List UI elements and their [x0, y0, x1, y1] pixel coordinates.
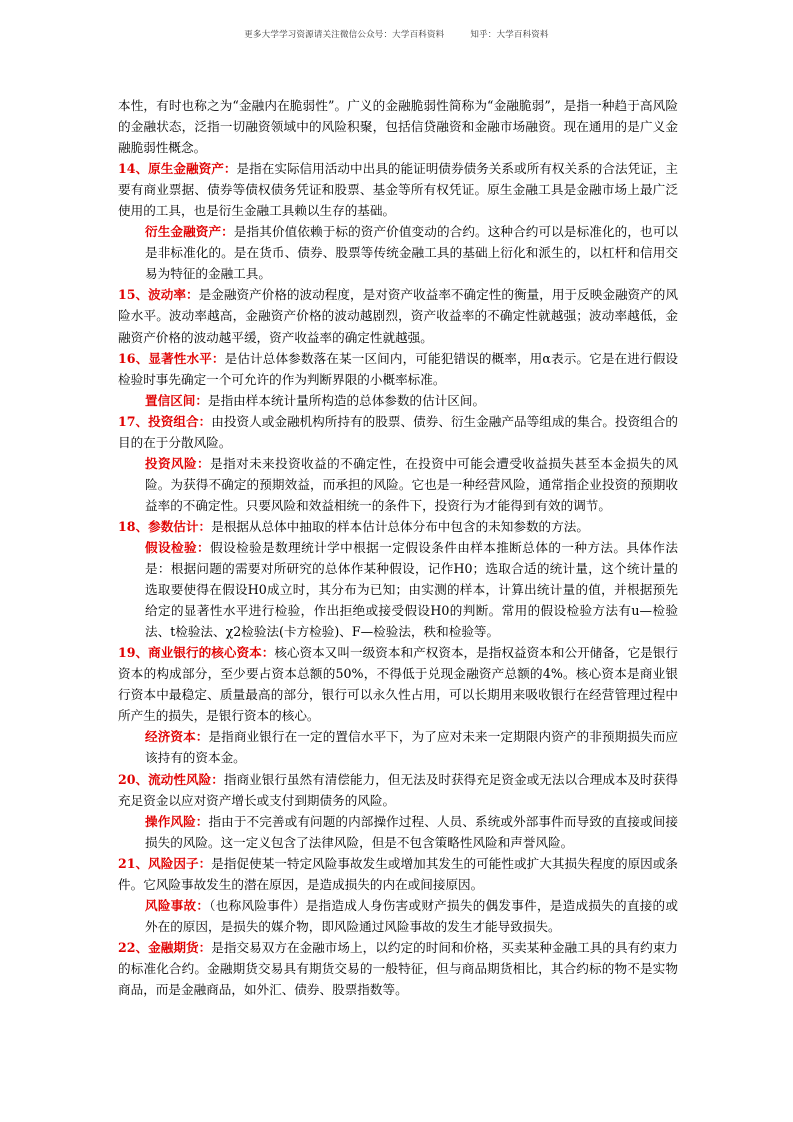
paragraph-continuation — [118, 95, 678, 158]
term-label: 假设检验： — [145, 539, 211, 555]
definition-text: 是指促使某一特定风险事故发生或增加其发生的可能性或扩大其损失程度的原因或条件。它风险事故发生的潜在原因，是造成损失的内在或间接原因。 — [118, 855, 679, 892]
definition-text: 核心资本又叫一级资本和产权资本，是指权益资本和公开储备，它是银行资本的构成部分，至少要占资本总额的50%，不得低于兑现金融资产总额的4%。核心资本是商业银行资本中最稳定、质量最高的部分，银行可以永久性占用，可以长期用来吸收银行在经营管理过程中所产生的损失，是银行资本的核心。 — [118, 645, 679, 724]
term-label: 22、金融期货： — [118, 939, 212, 955]
definition-derivative-financial-asset — [118, 221, 678, 284]
definition-risk-factor — [118, 853, 678, 895]
paragraph-text: 本性，有时也称之为“金融内在脆弱性”。广义的金融脆弱性简称为“金融脆弱”，是指一种趋于高风险的金融状态，泛指一切融资领域中的风险积聚，包括信贷融资和金融市场融资。现在通用的是广义金融脆弱性概念。 — [118, 98, 678, 156]
definition-text: 是指交易双方在金融市场上，以约定的时间和价格，买卖某种金融工具的具有约束力的标准化合约。金融期货交易具有期货交易的一般特征，但与商品期货相比，其合约标的物不是实物商品，而是金融商品，如外汇、债券、股票指数等。 — [118, 939, 679, 997]
term-label: 21、风险因子： — [118, 855, 212, 871]
definition-text: 是估计总体参数落在某一区间内，可能犯错误的概率，用α表示。它是在进行假设检验时事先确定一个可允许的作为判断界限的小概率标准。 — [118, 350, 678, 387]
definition-text: 指由于不完善或有问题的内部操作过程、人员、系统或外部事件而导致的直接或间接损失的风险。这一定义包含了法律风险，但是不包含策略性风险和声誉风险。 — [145, 813, 679, 850]
definition-text: 假设检验是数理统计学中根据一定假设条件由样本推断总体的一种方法。具体作法是：根据问题的需要对所研究的总体作某种假设，记作H0；选取合适的统计量，这个统计量的选取要使得在假设H0成立时，其分布为已知；由实测的样本，计算出统计量的值，并根据预先给定的显著性水平进行检验，作出拒绝或接受假设H0的判断。常用的假设检验方法有u—检验法、t检验法、χ2检验法(卡方检验)、F—检验法，秩和检验等。 — [145, 539, 679, 640]
term-label: 16、显著性水平： — [118, 350, 225, 366]
definition-parameter-estimation — [118, 516, 678, 537]
definition-original-financial-asset — [118, 158, 678, 221]
definition-significance-level — [118, 348, 678, 390]
definition-core-capital — [118, 642, 678, 726]
definition-text: 是指由样本统计量所构造的总体参数的估计区间。 — [207, 392, 486, 408]
definition-text: 是指其价值依赖于标的资产价值变动的合约。这种合约可以是标准化的，也可以是非标准化的。是在货币、债券、股票等传统金融工具的基础上衍化和派生的，以杠杆和信用交易为特征的金融工具。 — [145, 224, 679, 282]
term-label: 风险事故： — [145, 897, 210, 913]
term-label: 置信区间： — [145, 392, 208, 408]
definition-hypothesis-testing — [118, 537, 678, 642]
definition-text: 指商业银行虽然有清偿能力，但无法及时获得充足资金或无法以合理成本及时获得充足资金以应对资产增长或支付到期债务的风险。 — [118, 771, 678, 808]
definition-confidence-interval — [118, 390, 678, 411]
header-left-text: 更多大学学习资源请关注微信公众号：大学百科资料 — [244, 30, 445, 40]
definition-text: 是金融资产价格的波动程度，是对资产收益率不确定性的衡量，用于反映金融资产的风险水平。波动率越高，金融资产价格的波动越剧烈，资产收益率的不确定性就越强；波动率越低，金融资产价格的波动越平缓，资产收益率的确定性就越强。 — [118, 287, 678, 345]
term-label: 15、波动率： — [118, 287, 199, 303]
term-label: 投资风险： — [145, 455, 211, 471]
definition-portfolio — [118, 411, 678, 453]
definition-text: （也称风险事件）是指造成人身伤害或财产损失的偶发事件，是造成损失的直接的或外在的原因，是损失的媒介物，即风险通过风险事故的发生才能导致损失。 — [145, 897, 678, 934]
definition-text: 是指对未来投资收益的不确定性，在投资中可能会遭受收益损失甚至本金损失的风险。为获得不确定的预期效益，而承担的风险。它也是一种经营风险，通常指企业投资的预期收益率的不确定性。只要风险和效益相统一的条件下，投资行为才能得到有效的调节。 — [145, 455, 679, 513]
definition-financial-futures — [118, 937, 678, 1000]
definition-investment-risk — [118, 453, 678, 516]
term-label: 衍生金融资产： — [145, 224, 234, 240]
term-label: 经济资本： — [145, 729, 209, 745]
term-label: 18、参数估计： — [118, 518, 212, 534]
definition-text: 由投资人或金融机构所持有的股票、债券、衍生金融产品等组成的集合。投资组合的目的在于分散风险。 — [118, 413, 679, 450]
definition-risk-event — [118, 895, 678, 937]
header-right-text: 知乎：大学百科资料 — [470, 30, 549, 40]
definition-operational-risk — [118, 811, 678, 853]
term-label: 14、原生金融资产： — [118, 161, 237, 177]
page-header — [0, 28, 793, 40]
term-label: 17、投资组合： — [118, 413, 212, 429]
definition-text: 是根据从总体中抽取的样本估计总体分布中包含的未知参数的方法。 — [211, 518, 589, 534]
definition-text: 是指在实际信用活动中出具的能证明债券债务关系或所有权关系的合法凭证，主要有商业票据、债券等债权债务凭证和股票、基金等所有权凭证。原生金融工具是金融市场上最广泛使用的工具，也是衍生金融工具赖以生存的基础。 — [118, 161, 679, 219]
term-label: 19、商业银行的核心资本： — [118, 645, 275, 661]
definition-volatility — [118, 284, 678, 347]
definition-economic-capital — [118, 726, 678, 768]
term-label: 操作风险： — [145, 813, 209, 829]
term-label: 20、流动性风险： — [118, 771, 224, 787]
document-body — [118, 95, 678, 1000]
definition-text: 是指商业银行在一定的置信水平下，为了应对未来一定期限内资产的非预期损失而应该持有的资本金。 — [145, 729, 679, 766]
definition-liquidity-risk — [118, 769, 678, 811]
